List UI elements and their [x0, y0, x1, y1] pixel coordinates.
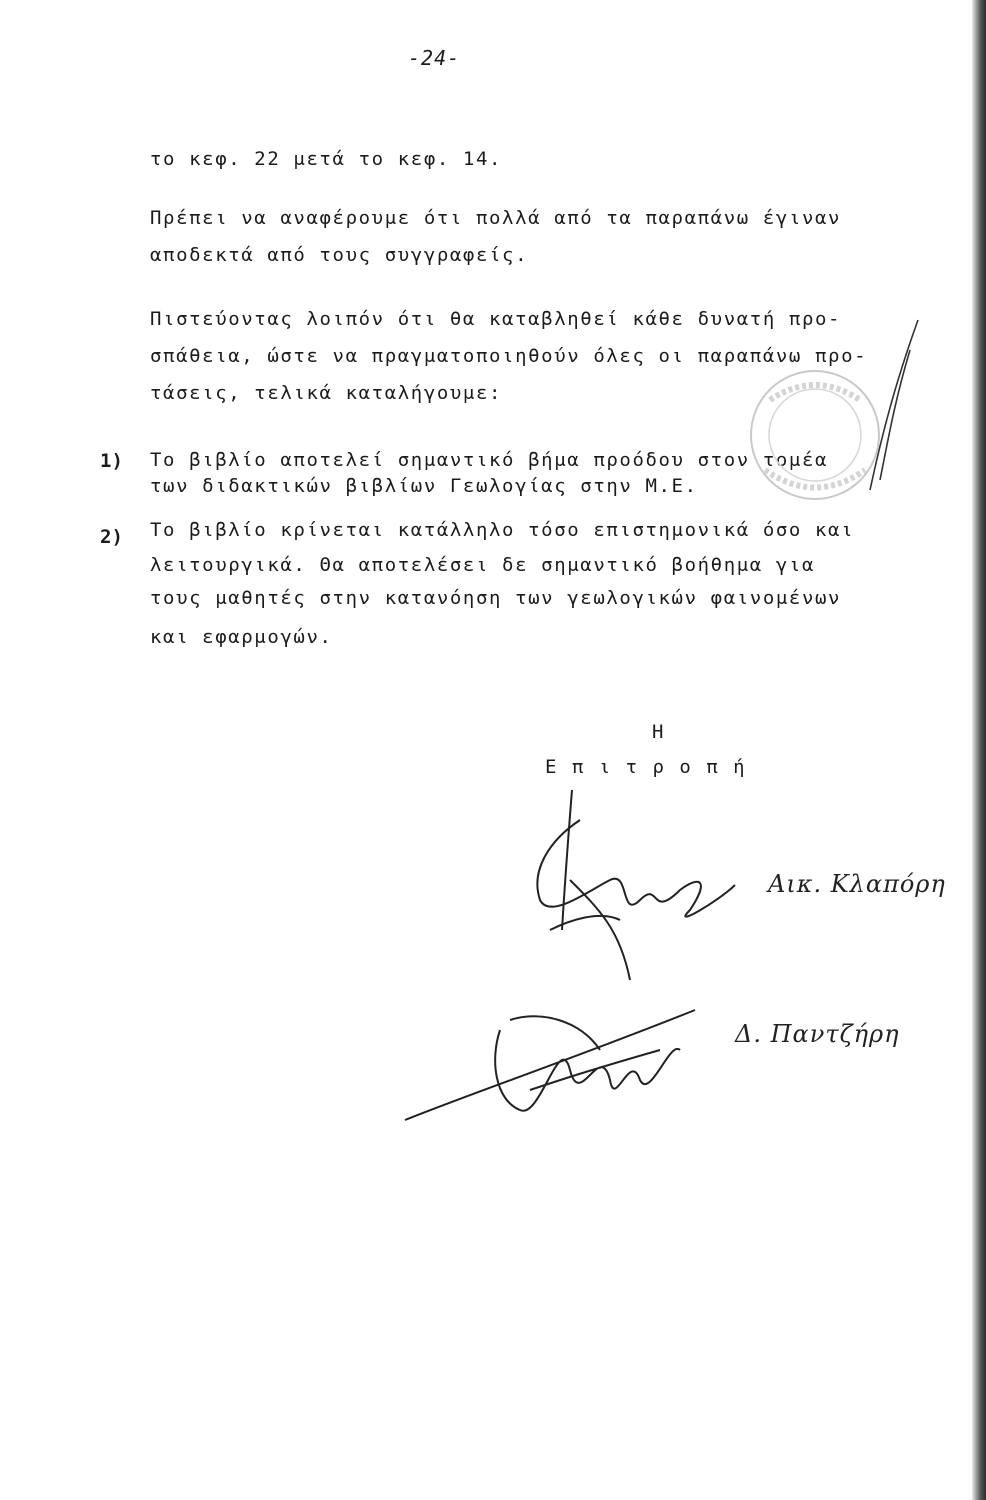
closing-article: Η: [652, 721, 666, 743]
text-line: Πιστεύοντας λοιπόν ότι θα καταβληθεί κάθε δυνατή προ-: [150, 308, 842, 330]
text-line: αποδεκτά από τους συγγραφείς.: [150, 244, 529, 266]
signature-scribble: [400, 990, 700, 1140]
item-line: Το βιβλίο αποτελεί σημαντικό βήμα προόδου στον τομέα: [150, 449, 829, 471]
item-line: Το βιβλίο κρίνεται κατάλληλο τόσο επιστημονικά όσο και: [150, 519, 855, 541]
signature-name: Δ. Παντζήρη: [735, 1020, 900, 1048]
item-number: 2): [100, 526, 123, 548]
text-line: σπάθεια, ώστε να πραγματοποιηθούν όλες οι παραπάνω προ-: [150, 345, 868, 367]
text-line: τάσεις, τελικά καταλήγουμε:: [150, 382, 503, 404]
text-line: Πρέπει να αναφέρουμε ότι πολλά από τα παραπάνω έγιναν: [150, 207, 842, 229]
item-line: και εφαρμογών.: [150, 626, 333, 648]
item-line: των διδακτικών βιβλίων Γεωλογίας στην Μ.Ε.: [150, 475, 698, 497]
item-number: 1): [100, 450, 123, 472]
closing-committee: Ε π ι τ ρ ο π ή: [545, 756, 747, 778]
signature-scribble: [510, 780, 750, 1000]
text-line: το κεφ. 22 μετά το κεφ. 14.: [150, 148, 503, 170]
item-line: τους μαθητές στην κατανόηση των γεωλογικών φαινομένων: [150, 587, 842, 609]
signature-name: Αικ. Κλαπόρη: [768, 870, 946, 898]
item-line: λειτουργικά. Θα αποτελέσει δε σημαντικό βοήθημα για: [150, 554, 815, 576]
binding-edge: [972, 0, 986, 1500]
page-number: -24-: [408, 46, 461, 70]
pen-stroke: [840, 310, 930, 500]
